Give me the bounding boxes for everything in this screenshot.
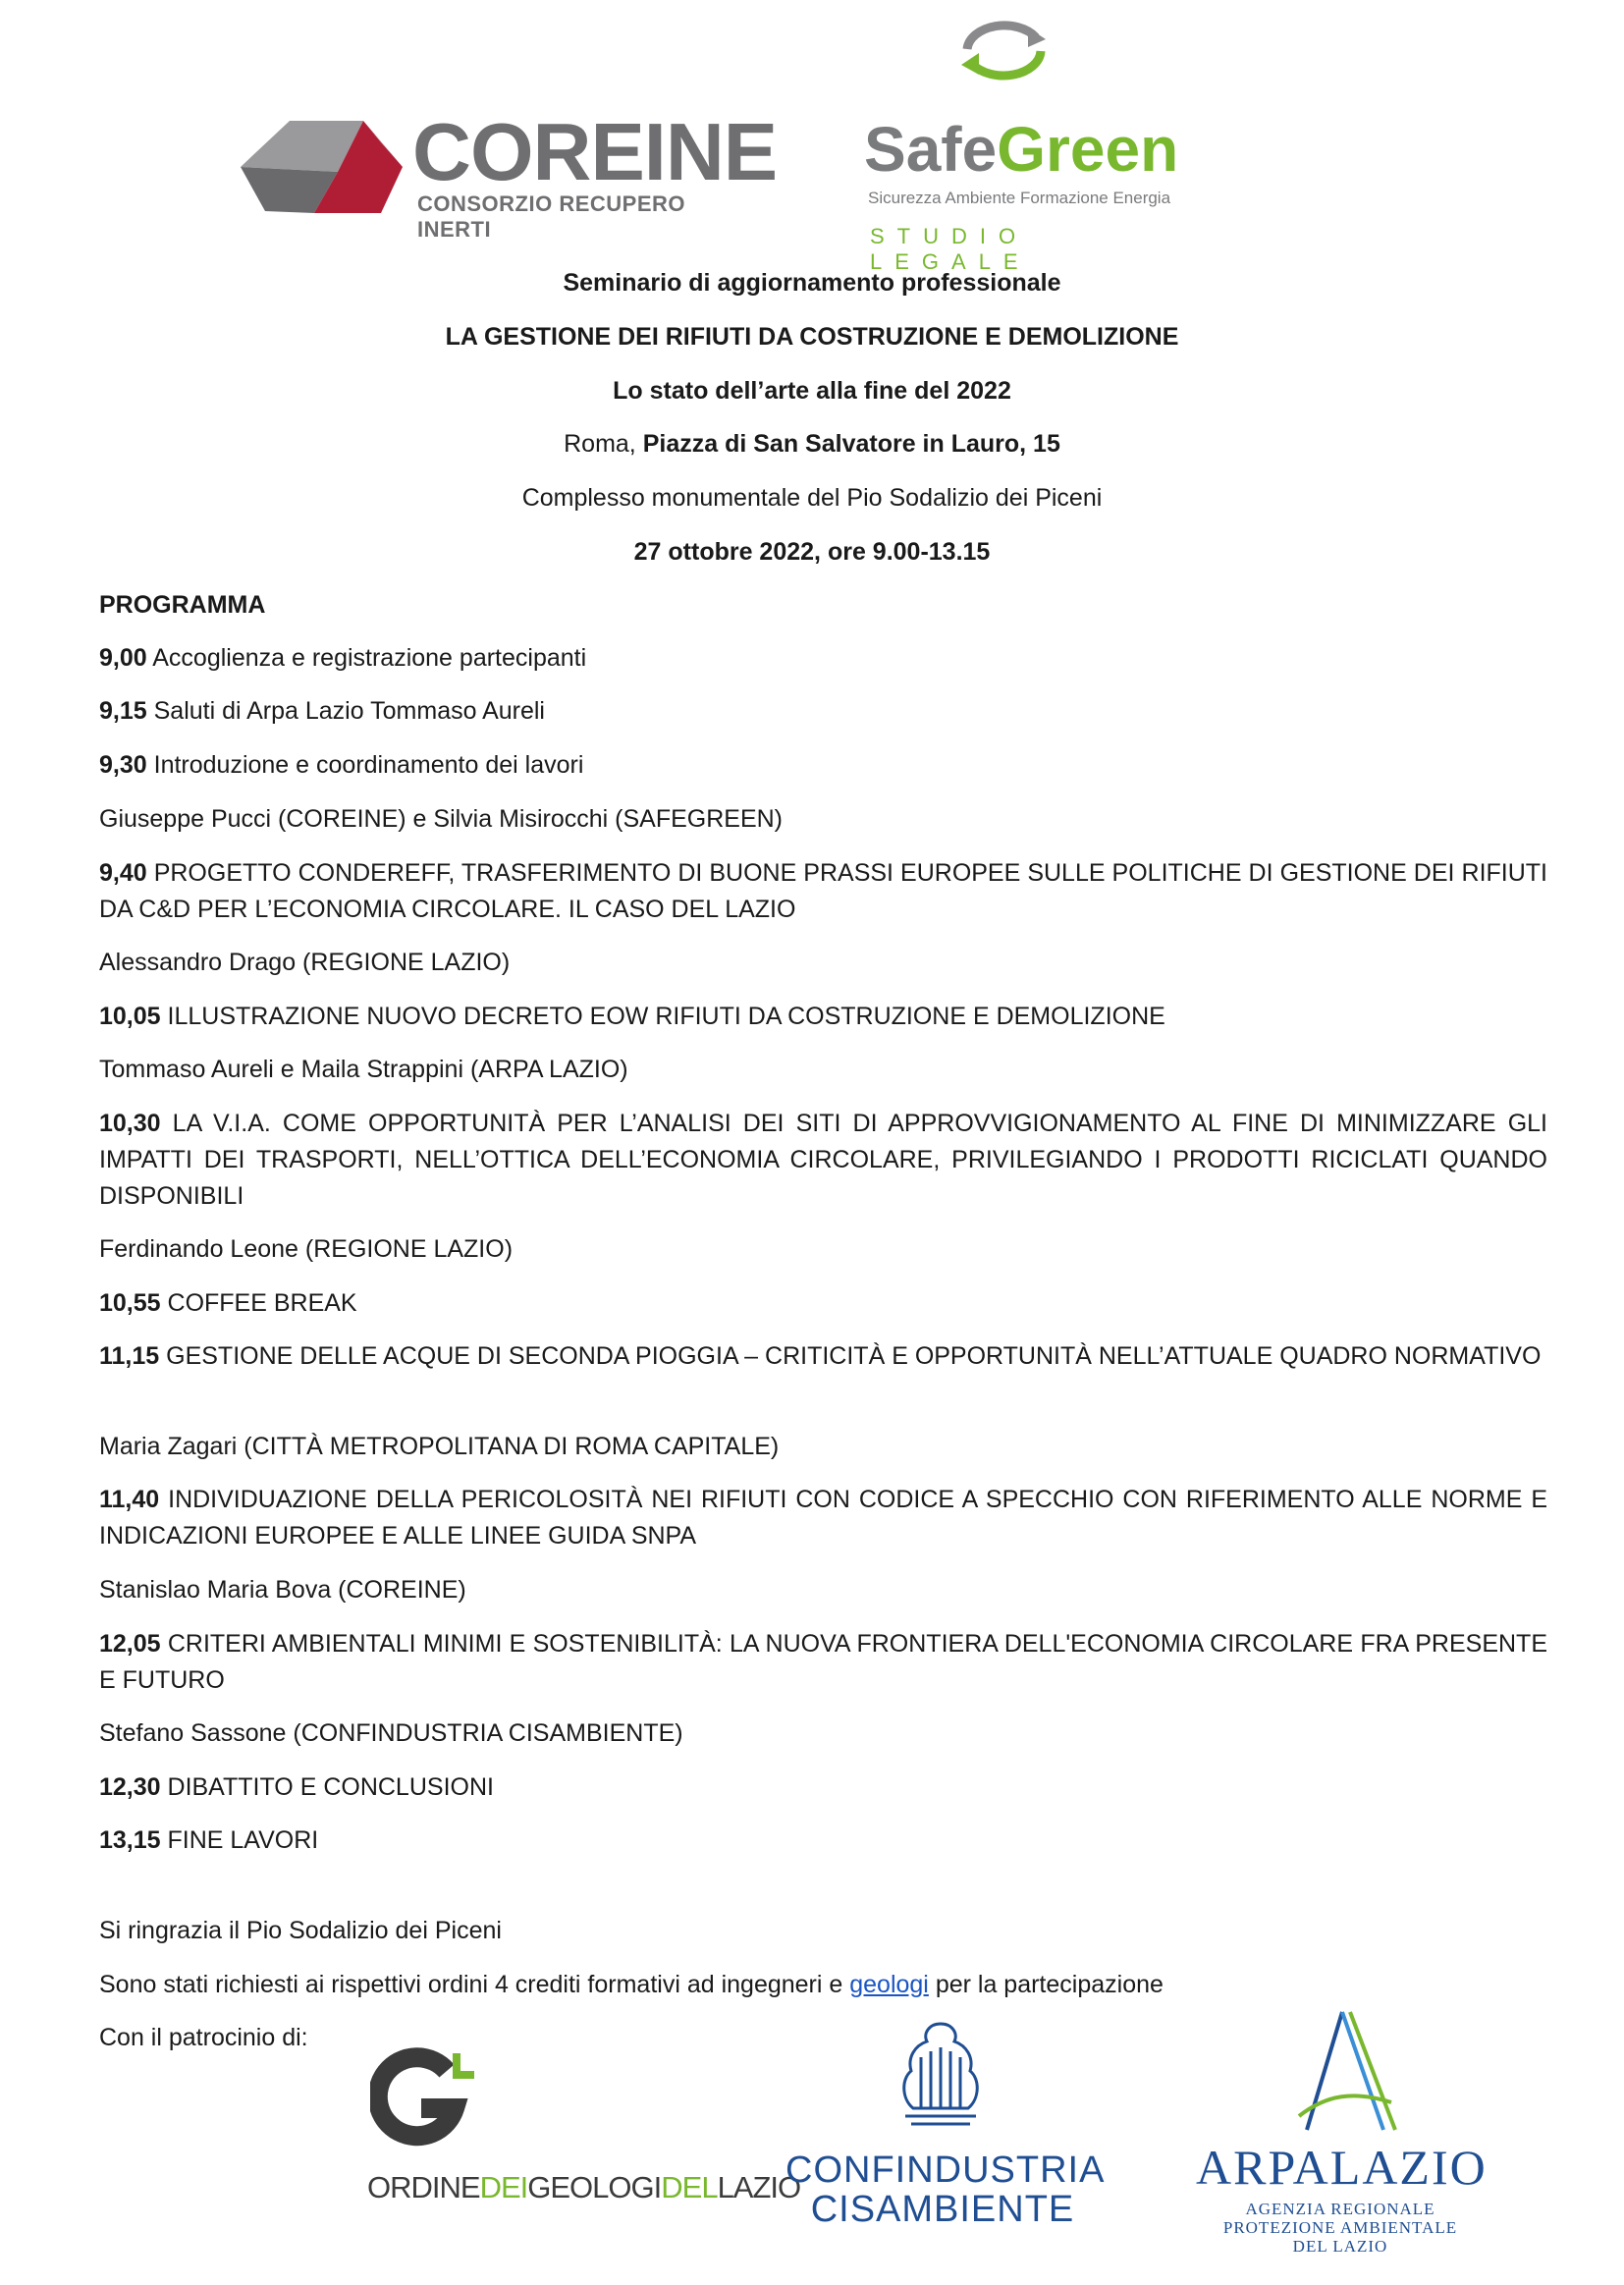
confindustria-logo [785, 2013, 1106, 2239]
event-state: Lo stato dell’arte alla fine del 2022 [613, 377, 1011, 405]
event-city: Roma, [564, 430, 636, 458]
credits-text: Sono stati richiesti ai rispettivi ordini 4 crediti formativi ad ingegneri e geologi per la partecipazione [99, 1971, 1164, 1998]
arpa-a-icon [1281, 2008, 1409, 2136]
event-date: 27 ottobre 2022, ore 9.00-13.15 [633, 538, 991, 566]
geologi-lazio-logo [365, 2042, 801, 2219]
arpa-lazio-logo [1188, 2003, 1512, 2278]
geologi-name: ORDINEDEIGEOLOGIDELLAZIO [367, 2170, 801, 2204]
event-location [0, 429, 1624, 459]
safegreen-studio: STUDIO LEGALE [870, 224, 1031, 274]
safegreen-logo [854, 10, 1188, 274]
confindustria-emblem-icon [892, 2018, 990, 2136]
event-subtitle: Seminario di aggiornamento professionale [563, 269, 1061, 297]
program-item: 10,30 LA V.I.A. COME OPPORTUNITÀ PER L’ANALISI DEI SITI DI APPROVVIGIONAMENTO AL FINE DI MINIMIZZARE GLI IMPATTI DEI TRASPORTI, NELL’OTTICA DELL’ECONOMIA CIRCOLARE, PRIVILEGIANDO I PRODOTTI RICICLATI QUANDO DISPONIBILI [99, 1110, 1547, 1210]
thanks-text: Si ringrazia il Pio Sodalizio dei Piceni [99, 1917, 502, 1944]
event-address: Piazza di San Salvatore in Lauro, 15 [642, 430, 1060, 458]
program-speaker: Tommaso Aureli e Maila Strappini (ARPA LAZIO) [99, 1056, 628, 1083]
coreine-logo [236, 93, 778, 242]
program-item: 9,00 Accoglienza e registrazione partecipanti [99, 644, 587, 672]
patronage-text: Con il patrocinio di: [99, 2024, 308, 2051]
coreine-hexagon-icon [236, 113, 407, 221]
safegreen-tagline: Sicurezza Ambiente Formazione Energia [868, 189, 1171, 207]
program-speaker: Ferdinando Leone (REGIONE LAZIO) [99, 1235, 514, 1263]
event-venue: Complesso monumentale del Pio Sodalizio dei Piceni [521, 484, 1103, 512]
program-item: 11,15 GESTIONE DELLE ACQUE DI SECONDA PIOGGIA – CRITICITÀ E OPPORTUNITÀ NELL’ATTUALE QUADRO NORMATIVO [99, 1342, 1542, 1370]
program-heading: PROGRAMMA [99, 591, 266, 619]
program-item: 12,30 DIBATTITO E CONCLUSIONI [99, 1773, 494, 1801]
program-item: 9,30 Introduzione e coordinamento dei lavori [99, 751, 584, 779]
program-speaker: Giuseppe Pucci (COREINE) e Silvia Misirocchi (SAFEGREEN) [99, 805, 783, 833]
geologi-link[interactable]: geologi [849, 1971, 929, 1998]
program-item: 10,05 ILLUSTRAZIONE NUOVO DECRETO EOW RIFIUTI DA COSTRUZIONE E DEMOLIZIONE [99, 1003, 1165, 1030]
safegreen-arrows-icon [947, 10, 1056, 88]
program-item: 9,15 Saluti di Arpa Lazio Tommaso Aureli [99, 697, 545, 725]
program-speaker: Alessandro Drago (REGIONE LAZIO) [99, 949, 511, 976]
program-item: 10,55 COFFEE BREAK [99, 1289, 357, 1317]
program-speaker: Maria Zagari (CITTÀ METROPOLITANA DI ROMA CAPITALE) [99, 1433, 780, 1460]
coreine-subtitle: CONSORZIO RECUPERO INERTI [417, 191, 686, 242]
coreine-name: COREINE [412, 106, 778, 197]
program-speaker: Stanislao Maria Bova (COREINE) [99, 1576, 466, 1604]
event-title: LA GESTIONE DEI RIFIUTI DA COSTRUZIONE E DEMOLIZIONE [445, 323, 1179, 351]
safegreen-name-safe: Safe [864, 114, 998, 185]
program-item: 13,15 FINE LAVORI [99, 1826, 319, 1854]
confindustria-name: CONFINDUSTRIA CISAMBIENTE [785, 2149, 1106, 2230]
safegreen-name [864, 114, 1179, 185]
program-item: 12,05 CRITERI AMBIENTALI MINIMI E SOSTENIBILITÀ: LA NUOVA FRONTIERA DELL'ECONOMIA CIRCOLARE FRA PRESENTE E FUTURO [99, 1630, 1547, 1694]
geologi-g-icon [370, 2047, 478, 2155]
safegreen-name-green: Green [997, 114, 1179, 185]
arpa-subtitle: AGENZIA REGIONALE PROTEZIONE AMBIENTALE DEL LAZIO [1222, 2200, 1458, 2256]
program-item: 11,40 INDIVIDUAZIONE DELLA PERICOLOSITÀ NEI RIFIUTI CON CODICE A SPECCHIO CON RIFERIMENTO ALLE NORME E INDICAZIONI EUROPEE E ALLE LINEE GUIDA SNPA [99, 1486, 1547, 1550]
program-item: 9,40 PROGETTO CONDEREFF, TRASFERIMENTO DI BUONE PRASSI EUROPEE SULLE POLITICHE DI GESTIONE DEI RIFIUTI DA C&D PER L’ECONOMIA CIRCOLARE. IL CASO DEL LAZIO [99, 859, 1547, 923]
arpa-title: ARPALAZIO [1196, 2140, 1488, 2195]
program-speaker: Stefano Sassone (CONFINDUSTRIA CISAMBIENTE) [99, 1719, 683, 1747]
